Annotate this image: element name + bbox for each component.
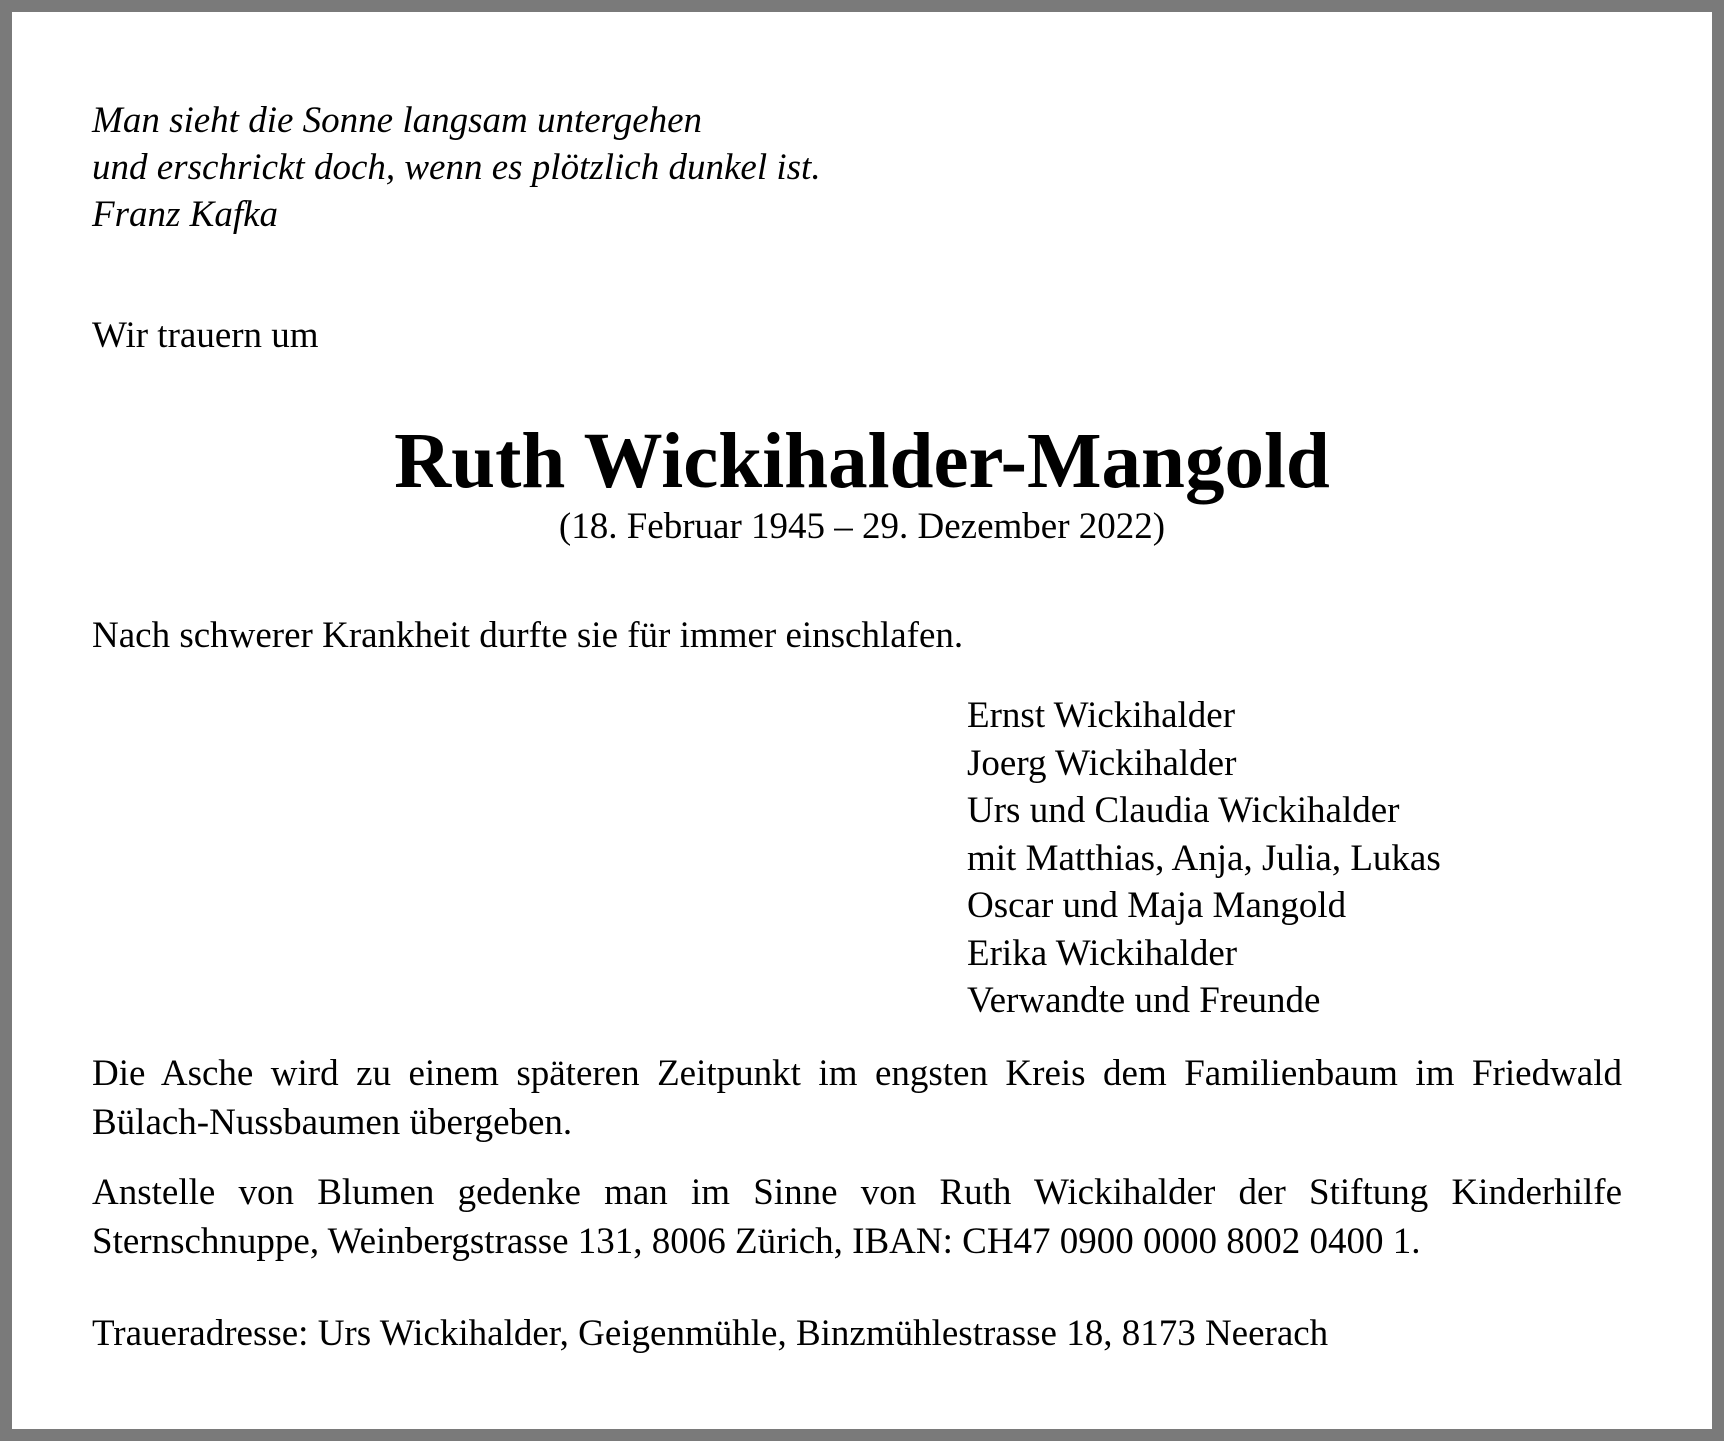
- mourner-entry: mit Matthias, Anja, Julia, Lukas: [967, 837, 1441, 879]
- mourning-address: Traueradresse: Urs Wickihalder, Geigenmühle, Binzmühlestrasse 18, 8173 Neerach: [92, 1313, 1329, 1354]
- mourner-entry: Joerg Wickihalder: [967, 742, 1237, 784]
- mourner-entry: Urs und Claudia Wickihalder: [967, 790, 1400, 831]
- quote-line-2: und erschrickt doch, wenn es plötzlich dunkel ist.: [92, 147, 821, 188]
- donation-notice: Anstelle von Blumen gedenke man im Sinne von Ruth Wickihalder der Stiftung Kinderhilfe Sternschnuppe, Weinbergstrasse 131, 8006 Zürich, IBAN: CH47 0900 0000 8002 0400 1.: [92, 1172, 1622, 1262]
- passing-statement: Nach schwerer Krankheit durfte sie für immer einschlafen.: [92, 615, 964, 656]
- mourner-entry: Erika Wickihalder: [967, 932, 1238, 974]
- quote-line-1: Man sieht die Sonne langsam untergehen: [92, 100, 703, 141]
- life-dates: (18. Februar 1945 – 29. Dezember 2022): [558, 506, 1166, 547]
- mourner-entry: Ernst Wickihalder: [967, 695, 1236, 736]
- mourners-list: [967, 692, 1441, 1025]
- quote-author: Franz Kafka: [92, 194, 279, 235]
- ashes-notice: Die Asche wird zu einem späteren Zeitpunkt im engsten Kreis dem Familienbaum im Friedwald Bülach-Nussbaumen übergeben.: [92, 1053, 1622, 1143]
- mourner-entry: Oscar und Maja Mangold: [967, 885, 1347, 926]
- obituary-page: [12, 12, 1712, 1429]
- mourning-intro: Wir trauern um: [92, 315, 319, 356]
- mourner-entry: Verwandte und Freunde: [967, 980, 1321, 1021]
- kafka-quote: [92, 97, 821, 238]
- deceased-name: Ruth Wickihalder-Mangold: [394, 418, 1330, 505]
